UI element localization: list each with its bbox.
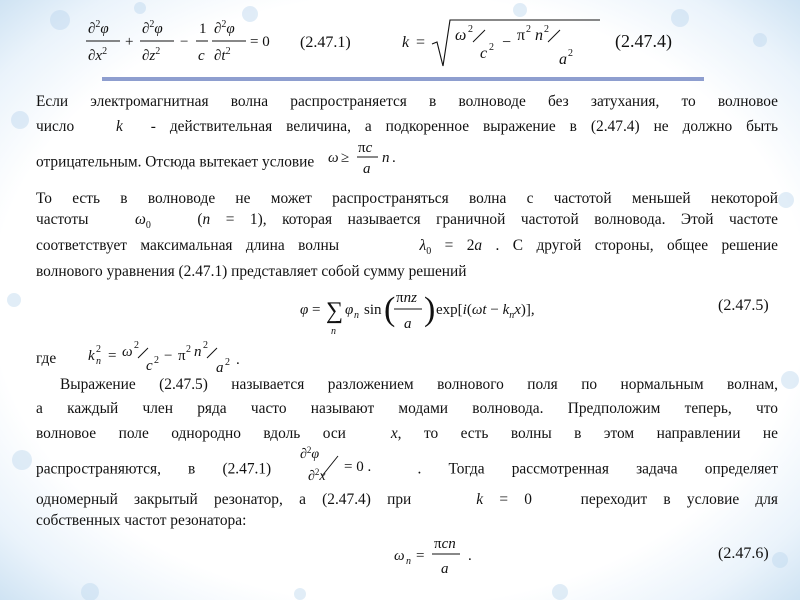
svg-text:2: 2 [134,340,139,351]
svg-text:ω: ω [455,27,467,44]
paragraph-3-line-2: а каждый член ряда часто называют модами волновода. Предположим теперь, что [36,400,778,417]
svg-text:πcn: πcn [434,536,456,552]
svg-text:φ: φ [345,302,354,318]
eq-label-2-47-1: (2.47.1) [300,34,351,51]
svg-text:≥: ≥ [341,150,350,166]
svg-text:∂t2: $\partial t^2$ [214,46,231,64]
svg-text:ω: ω [328,150,339,166]
svg-text:k: k [88,348,95,364]
paragraph-2-line-3: соответствует максимальная длина волны $\lambda_0 = 2a$ . С другой стороны, общее решение [36,237,778,258]
wave-equation [86,19,270,64]
svg-text:2: 2 [186,344,191,355]
svg-text:= 0 .: = 0 . [344,459,372,475]
svg-text:2: 2 [544,24,549,35]
svg-text:c: c [146,358,153,374]
paragraph-3-line-1: Выражение (2.47.5) называется разложением волнового поля по нормальным волнам, [60,376,778,393]
svg-text:.: . [468,548,472,564]
svg-text:): ) [424,291,436,328]
svg-text:∂x2: $\partial x^2$ [88,46,108,64]
eq-label-2-47-4: (2.47.4) [615,31,672,51]
svg-text:=: = [312,302,321,318]
paragraph-3-line-5: одномерный закрытый резонатор, а (2.47.4) при k = 0 переходит в условие для [36,491,778,508]
svg-text:n: n [331,326,336,337]
series-equation [298,284,568,342]
paragraph-1-line-3: отрицательным. Отсюда вытекает условие ω ≥ πc a n . [36,150,778,176]
svg-text:n: n [406,556,411,567]
paragraph-2-line-1: То есть в волноводе не может распространяться волна с частотой меньшей некоторой [36,190,778,207]
svg-text:c: c [198,48,205,64]
svg-text:2: 2 [468,24,473,35]
svg-text:2: 2 [96,344,101,355]
svg-text:exp[i(ωt − knx)],: $\exp[i(\omega t - k_nx)]$, [436,302,535,321]
svg-text:φ: φ [300,302,309,318]
svg-text:a: a [441,561,449,577]
paragraph-1-line-1: Если электромагнитная волна распространяется в волноводе без затухания, то волновое [36,93,778,110]
svg-text:n: n [382,150,390,166]
svg-text:ω: ω [122,344,133,360]
paragraph-3-line-6: собственных частот резонатора: [36,512,247,529]
svg-text:n: n [535,27,543,44]
svg-text:1: 1 [199,21,207,37]
header-equations [80,14,720,72]
uniform-field-formula [298,444,390,484]
resonator-frequency-equation [392,530,512,580]
svg-text:sin: sin [364,302,382,318]
paragraph-2-line-4: волнового уравнения (2.47.1) представляет собой сумму решений [36,263,467,280]
svg-text:−: − [164,348,173,364]
where-line: где [36,350,57,367]
svg-text:+: + [125,34,134,50]
svg-text:∂z2: $\partial z^2$ [142,46,161,64]
svg-text:−: − [502,34,512,51]
svg-text:π: π [517,27,526,44]
title-divider [102,77,704,81]
svg-text:ω: ω [394,548,405,564]
svg-text:= 0: = 0 [250,34,270,50]
paragraph-2-line-2: частоты $\omega_0$ (n = 1), которая называется граничной частотой волновода. Этой частоте [36,211,779,232]
svg-text:a: a [404,316,412,332]
condition-formula [326,136,436,176]
svg-text:n: n [354,310,359,321]
svg-text:∂2φ: ∂$^2$φ [142,19,163,37]
svg-text:=: = [416,34,426,51]
svg-text:∂2x: ∂$^2$x [308,467,326,484]
kn-formula [86,336,256,376]
svg-text:2: 2 [568,48,573,59]
svg-text:a: a [216,360,224,376]
paragraph-3-line-4: распространяются, в (2.47.1) ∂$^2$φ ∂$^2$x = 0 . . Тогда рассмотренная задача определяет [36,445,778,484]
svg-text:a: a [363,161,371,176]
svg-text:∂2φ: ∂$^2$φ [214,19,235,37]
svg-text:2: 2 [154,355,159,366]
svg-text:=: = [108,348,117,364]
svg-text:2: 2 [203,340,208,351]
k-equation [402,20,600,68]
svg-text:2: 2 [225,357,230,368]
svg-text:c: c [480,45,488,62]
svg-text:2: 2 [526,24,531,35]
paragraph-3-line-3: волновое поле однородно вдоль оси x, то есть волны в этом направлении не [36,425,779,442]
svg-text:∑: ∑ [326,298,344,324]
paragraph-1-line-2: число k - действительная величина, а подкоренное выражение в (2.47.4) не должно быть [36,118,779,135]
eq-label-2-47-6: (2.47.6) [718,545,769,562]
svg-text:a: a [559,51,567,68]
svg-text:n: n [194,344,202,360]
svg-text:πc: πc [358,140,373,156]
svg-text:2: 2 [489,42,494,53]
svg-text:k: k [402,34,410,51]
svg-text:(: ( [384,291,396,328]
svg-text:πnz: πnz [396,290,417,306]
eq-label-2-47-5: (2.47.5) [718,297,769,314]
svg-text:n: n [96,356,101,367]
svg-text:.: . [236,352,240,368]
svg-text:∂2φ: ∂$^2$φ [300,445,320,462]
svg-text:π: π [178,348,186,364]
svg-text:=: = [416,548,425,564]
svg-text:−: − [180,34,189,50]
svg-text:.: . [392,150,396,166]
svg-text:∂2φ: ∂$^2$φ [88,19,109,37]
